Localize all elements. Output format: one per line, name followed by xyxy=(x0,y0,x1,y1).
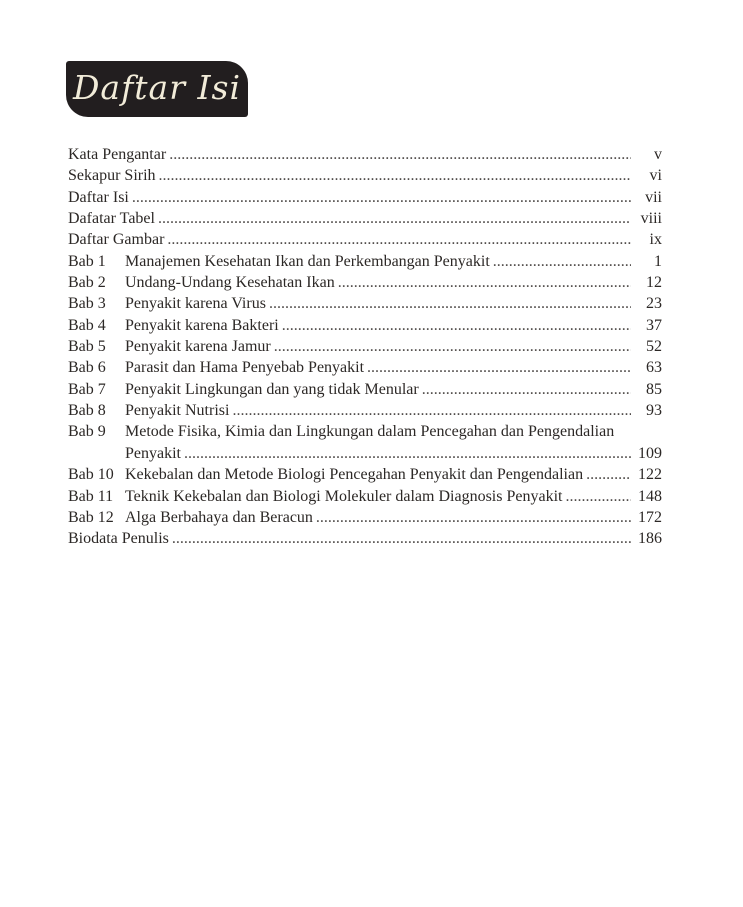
toc-entry-page-number: 52 xyxy=(646,338,662,356)
toc-dot-leader xyxy=(419,379,631,400)
toc-entry-chapter-label: Bab 1 xyxy=(68,252,106,270)
toc-dot-leader xyxy=(166,144,631,165)
toc-dot-leader xyxy=(279,315,631,336)
toc-entry-title: Daftar Gambar xyxy=(68,231,165,249)
toc-entry xyxy=(68,528,662,549)
toc-dot-leader xyxy=(364,357,631,378)
toc-dot-leader xyxy=(169,528,631,549)
toc-entry-title: Penyakit karena Virus xyxy=(125,295,266,313)
toc-entry xyxy=(68,379,662,400)
toc-entry-title: Penyakit Lingkungan dan yang tidak Menular xyxy=(125,380,419,398)
toc-entry xyxy=(68,443,662,464)
toc-entry-chapter-label: Bab 9 xyxy=(68,423,106,441)
toc-dot-leader xyxy=(562,486,631,507)
toc-dot-leader xyxy=(229,400,631,421)
toc-dot-leader xyxy=(181,443,631,464)
toc-dot-leader xyxy=(271,336,631,357)
toc-entry-chapter-label: Bab 3 xyxy=(68,295,106,313)
toc-entry-title: Undang-Undang Kesehatan Ikan xyxy=(125,274,335,292)
toc-entry xyxy=(68,208,662,229)
toc-entry xyxy=(68,293,662,314)
toc-dot-leader xyxy=(129,187,631,208)
toc-entry-title: Parasit dan Hama Penyebab Penyakit xyxy=(125,359,365,377)
page-title: Daftar Isi xyxy=(72,67,242,107)
toc-entry-chapter-label: Bab 4 xyxy=(68,316,106,334)
toc-dot-leader xyxy=(155,208,631,229)
toc-entry-chapter-label: Bab 5 xyxy=(68,338,106,356)
toc-entry xyxy=(68,507,662,528)
toc-entry-chapter-label: Bab 12 xyxy=(68,508,114,526)
toc-dot-leader xyxy=(313,507,631,528)
toc-entry-title: Penyakit karena Bakteri xyxy=(125,316,279,334)
toc-entry-chapter-label: Bab 7 xyxy=(68,380,106,398)
toc-entry-page-number: ix xyxy=(649,231,662,249)
toc-entry xyxy=(68,251,662,272)
toc-entry-page-number: 172 xyxy=(638,508,662,526)
chapter-banner xyxy=(66,61,248,117)
toc-entry-page-number: 148 xyxy=(638,487,662,505)
toc-entry-title: Manajemen Kesehatan Ikan dan Perkembangan Penyakit xyxy=(125,252,490,270)
toc-entry-page-number: vi xyxy=(649,167,662,185)
toc-entry xyxy=(68,165,662,186)
toc-dot-leader xyxy=(156,165,631,186)
toc-entry xyxy=(68,315,662,336)
toc-entry-page-number: 85 xyxy=(646,380,662,398)
toc-entry-title: Sekapur Sirih xyxy=(68,167,156,185)
toc-entry-chapter-label: Bab 2 xyxy=(68,274,106,292)
toc-entry xyxy=(68,144,662,165)
toc-entry xyxy=(68,272,662,293)
toc-entry-title: Metode Fisika, Kimia dan Lingkungan dalam Pencegahan dan Pengendalian xyxy=(125,423,615,441)
toc-entry-title: Dafatar Tabel xyxy=(68,210,155,228)
toc-entry xyxy=(68,336,662,357)
toc-dot-leader xyxy=(164,229,631,250)
toc-entry-title: Alga Berbahaya dan Beracun xyxy=(125,508,313,526)
toc-entry-chapter-label: Bab 11 xyxy=(68,487,114,505)
toc-entry-title: Penyakit xyxy=(125,444,181,462)
toc-entry-page-number: 63 xyxy=(646,359,662,377)
toc-entry-title: Kata Pengantar xyxy=(68,146,167,163)
toc-entry-title: Kekebalan dan Metode Biologi Pencegahan Penyakit dan Pengendalian xyxy=(125,466,584,484)
toc-entry-page-number: viii xyxy=(640,210,662,228)
toc-entry-chapter-label: Bab 10 xyxy=(68,466,114,484)
toc-entry-title: Teknik Kekebalan dan Biologi Molekuler dalam Diagnosis Penyakit xyxy=(125,487,563,505)
toc-entry-page-number: 122 xyxy=(638,466,662,484)
toc-dot-leader xyxy=(583,464,631,485)
toc-entry-chapter-label: Bab 6 xyxy=(68,359,106,377)
toc-entry-title: Daftar Isi xyxy=(68,188,129,206)
toc-entry-page-number: 109 xyxy=(638,444,662,462)
toc-entry xyxy=(68,229,662,250)
toc-entry xyxy=(68,464,662,485)
toc-entry xyxy=(68,486,662,507)
toc-list xyxy=(68,144,662,550)
toc-entry-page-number: 12 xyxy=(646,274,662,292)
toc-entry-title: Penyakit karena Jamur xyxy=(125,338,271,356)
toc-entry-page-number: 23 xyxy=(646,295,662,313)
toc-entry-title: Biodata Penulis xyxy=(68,530,169,548)
toc-entry-title: Penyakit Nutrisi xyxy=(125,402,230,420)
toc-entry xyxy=(68,421,662,442)
toc-entry xyxy=(68,357,662,378)
toc-entry-chapter-label: Bab 8 xyxy=(68,402,106,420)
toc-entry-page-number: v xyxy=(654,146,662,163)
toc-entry xyxy=(68,187,662,208)
toc-entry-page-number: 37 xyxy=(646,316,662,334)
toc-dot-leader xyxy=(266,293,631,314)
toc-entry xyxy=(68,400,662,421)
toc-entry-page-number: 186 xyxy=(638,530,662,548)
toc-entry-page-number: vii xyxy=(645,188,662,206)
toc-entry-page-number: 93 xyxy=(646,402,662,420)
toc-dot-leader xyxy=(490,251,631,272)
toc-dot-leader xyxy=(335,272,631,293)
toc-entry-page-number: 1 xyxy=(654,252,662,270)
